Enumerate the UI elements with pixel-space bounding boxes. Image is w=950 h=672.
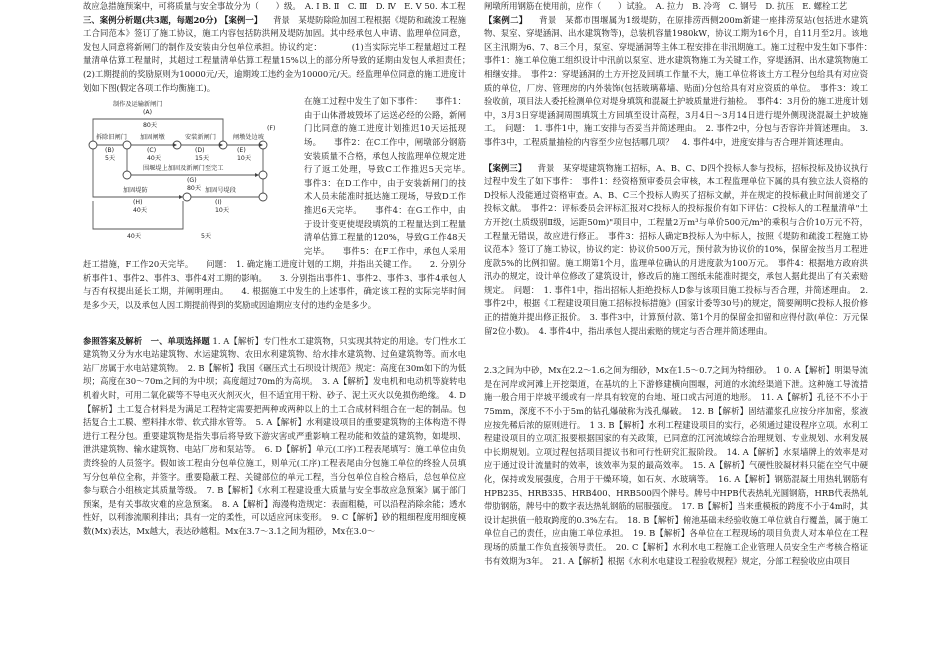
case-section-heading: 三、案例分析题(共3题，每题20分) <box>83 14 218 25</box>
activity-h-label: 加固堤防 <box>123 187 148 195</box>
activity-c-label: 加固闸墩 <box>140 134 165 142</box>
baseline-days-2: 5天 <box>201 233 212 241</box>
case-one-events: 在施工过程中发生了如下事件： 事件1：由于山体滑坡毁坏了运送必经的公路，新闸门比同意的施工进度计划推迟10天运抵现场。 事件2：在C工作中，闸墩部分钢筋安装质量不合格，承包人按监理单位规定进行了返工处理，导致C工作推迟5天完毕。 事件3：在D工作中，由于安装新闸门的技术人员未能准时抵达施工现场，导致D工作推迟6天完毕。 事件4：在G工作中，由于设计变更使堤段填筑的工程量达到工程量清单估算工程量的120%，导致G工作48天完毕。 事件5：在F工作中，承包人采用赶工措施，F工作20天完毕。 问题： 1. 确定施工进度计划的工期，并指出关键工作。 2. 分别分析事件1、事件2、事件3、事件4对工期的影响。 3. 分别指出事件1、事件2、事件3、事件4承包人与否有权提出延长工期，并阐明理由。 4. 根据施工中发生的上述事件，确定该工程的实际完毕时间是多少天，以及承包人因工期提前得到的奖励或因逾期应支付的违约金是多少。 <box>83 96 483 311</box>
activity-e-code: (E) <box>237 147 246 155</box>
case-two-paragraph <box>484 14 877 150</box>
activity-c-days: 40天 <box>147 155 162 163</box>
answer-heading: 参照答案及解析 一、单项选择题 <box>83 335 210 346</box>
activity-i-days: 10天 <box>215 207 230 215</box>
activity-b-label: 拆除旧闸门 <box>96 134 127 142</box>
activity-d-label: 安装新闸门 <box>185 134 216 142</box>
answer-body-right: 2.3之间为中砂，Mx在2.2～1.6之间为细砂，Mx在1.5～0.7之间为特细砂。 1 0. A【解析】明渠导流是在河岸或河滩上开挖渠道，在基坑的上下游修建横向围堰，河道的水流经渠道下泄。这种施工导流措施一般合用于岸坡平缓或有一岸具有较宽的台地、垭口或古河道的地形。 11. A【解析】孔径不不小于75mm，深度不不小于5m的钻孔爆破称为浅孔爆破。 12. B【解析】固结灌浆孔应按分序加密，浆液应按先稀后浓的原则进行。 1 3. B【解析】水利工程建设项目的实行，必须通过建设程序立项。水利工程建设项目的立项汇报要根据国家的有关政策，已同意的江河流域综合治理规划、专业规划、水利发展中长期规划。立项过程包括项目提议书和可行性研究汇报阶段。 14. A【解析】水泵墙牌上的效率是对应于通过设计流量时的效率，该效率为泵的最高效率。 15. A【解析】气硬性胶凝材料只能在空气中硬化，保持或发展强度，合用于干燥环境，如石灰、水玻璃等。 16. A【解析】钢筋混凝土用热轧钢筋有HPB235、HRB335、HRB400、HRB500四个牌号。牌号中HPB代表热轧光圆钢筋，HRB代表热轧带肋钢筋，牌号中的数字表达热轧钢筋的屈服强度。 17. B【解析】当来重模板的跨度不小于4m时，其设计起拱值一般取跨度的0.3%左右。 18. B【解析】俯池基础未经验收施工单位就自行覆盖，属于施工单位自己的责任，应由施工单位承担。 19. B【解析】各单位在工程现场的项目负责人对本单位在工程现场的质量工作负直接领导责任。 20. C【解析】水利水电工程施工企业管理人员安全生产考核合格证书有效期为3年。 21. A【解析】根据《水利水电建设工程验收规程》规定，分部工程验收应由项目 <box>484 365 868 566</box>
case-three-body: 背景 某穿堤建筑物施工招标，A、B、C、D四个投标人参与投标，招标投标及协议执行过程中发生了如下事件： 事件1：经资格预审委员会审核，本工程监理单位下属的具有独立法人资格的D投标人没能通过资格审查。A、B、C三个投标人购买了招标文献，并在规定的投标截止时间前递交了投标文献。 事件2：评标委员会评标汇报对C投标人的投标报价有如下评估：C投标人的工程量清单"土方开挖(土质级别Ⅱ级，运距50m)"项目中，工程量2万m³与单价500元/m³的乘积与合价10万元不符，工程量无错误，故应进行修正。 事件3：招标人确定B投标人为中标人，按照《堤防和疏浚工程施工协议范本》签订了施工协议，协议约定：协议价500万元，预付款为协议价的10%，保留金按当月工程进度款5%的比例扣留。施工期第1个月，监理单位确认的月进度款为100万元。 事件4：根据地方政府洪汛办的规定，设计单位修改了建筑设计，修改后的施工图纸未能准时提交，承包人据此提出了有关索赔规定。 问题： 1. 事件1中，指出招标人拒绝投标人D参与该项目施工投标与否合理，并简述理由。 2. 事件2中，根据《工程建设项目施工招标投标措施》(国家计委等30号)的规定，简要阐明C投标人报价修正的措施并提出修正报价。 3. 事件3中，计算预付款、第1个月的保留金扣留和应得付款(单位：万元保留2位小数)。 4. 事件4中，指出承包人提出索赔的规定与否合理并简述理由。 <box>484 162 869 336</box>
activity-e-days: 10天 <box>237 155 252 163</box>
case-one-paragraph <box>83 14 483 96</box>
case-one-label: 【案例一】 <box>220 14 263 25</box>
activity-e-label: 闸墩处边坡 <box>233 134 264 142</box>
left-question-fragment: 故应急措施预案中，可将质量与安全事故分为（ ）级。 A. I B. Ⅱ C. Ⅲ D. Ⅳ E. V 50. 本工程 <box>83 1 466 11</box>
schedule-network-diagram <box>83 97 298 245</box>
activity-i-label: 加固号堤段 <box>205 187 236 195</box>
case-two-body: 背景 某都市围堰属为1级堤防，在原排涝西侧200m新建一座排涝泵站(包括进水建筑物、泵室、穿堤涵洞、出水建筑物等)，总装机容量1980kW，协议工期为16个月，自11月至2月。该地区主汛期为6、7、8三个月，泵室、穿堤涵洞等主体工程安排在非汛期施工。施工过程中发生如下事件： 事件1：施工单位施工组织设计中汛前以泵室、进水建筑物施工为关键工作，穿堤涵洞、出水建筑物施工相继安排。 事件2：穿堤涵洞的土方开挖及回填工作量不大，施工单位将该土方工程分包给具有对应资质的单位，厂房、管理房的内外装饰(包括玻璃幕墙、贴面)分包给具有对应资质的单位。 事件3：竣工验收前，项目法人委托检测单位对堤身填筑和混凝土护坡质量进行抽检。 事件4：3月份的施工进度计划中，3月3日穿堤涵洞周围填筑土方回填至设计高程，3月4日～3月14日进行堤外侧现浇混凝土护坡施工。 问题： 1. 事件1中，施工安排与否妥当并简述理由。 2. 事件2中，分包与否容许并简述理由。 3. 事件3中，工程质量抽检的内容至少应包括哪几项？ 4. 事件4中，进度安排与否合理并简述理由。 <box>484 14 877 147</box>
activity-a-days: 80天 <box>143 122 158 130</box>
activity-a-code: (A) <box>143 109 153 117</box>
activity-g-days: 80天 <box>187 185 202 193</box>
activity-h-code: (H) <box>133 199 143 207</box>
activity-c-code: (C) <box>147 147 157 155</box>
left-column <box>83 0 483 539</box>
activity-d-days: 15天 <box>195 155 210 163</box>
activity-h-days: 40天 <box>133 207 148 215</box>
right-question-fragment: 闸墩所用钢筋在使用前，应作（ ）试验。 A. 拉力 B. 冷弯 C. 钢号 D. 抗压 E. 螺栓工艺 <box>484 1 848 11</box>
activity-i-code: (I) <box>215 199 222 207</box>
right-column <box>484 0 877 568</box>
activity-b-code: (B) <box>105 147 115 155</box>
activity-g-code: (G) <box>187 177 197 185</box>
activity-b-days: 5天 <box>105 155 116 163</box>
case-three-paragraph <box>484 162 868 339</box>
answer-section <box>83 335 466 539</box>
activity-d-code: (D) <box>195 147 205 155</box>
case-one-background: 背景 某堤防除险加固工程根据《堤防和疏浚工程施工合同范本》签订了施工协议，施工内容包括防洪闸及堤防加固。其中经承包人申请、监理单位同意，发包人同意将新闸门的制作及安装由分包单位承担。协议约定： (1)当实际完毕工程量超过工程量清单估算工程量时，其超过工程量清单估算工程量15%以上的部分所导致的延期由发包人承担责任； (2)工期提前的奖励原则为10000元/天，逾期竣工违约金为10000元/天。经监理单位同意的施工进度计划如下图(假定各项工作均衡施工)。 <box>83 14 483 93</box>
activity-a-label: 制作及运输新闸门 <box>113 101 163 109</box>
answer-body-left: 1. A【解析】专门性水工建筑物，只实现其特定的用途。专门性水工建筑物又分为水电站建筑物、水运建筑物、农田水利建筑物、给水排水建筑物、过鱼建筑物等。而水电站厂房属于水电站建筑物。 2. B【解析】我国《碾压式土石坝设计规范》规定：高度在30m如下的为低坝；高度在30～70m之间的为中坝；高度超过70m的为高坝。 3. A【解析】发电机和电动机等旋转电机着火时，可用二氧化碳等不导电灭火剂灭火，但不适宜用干粉、砂子、泥土灭火以免损伤绝缘。 4. D【解析】土工复合材料是为满足工程特定需要把两种或两种以上的土工合成材料组合在一起的制品。包括复合土工膜、塑料排水带、软式排水管等。 5. A【解析】水利建设项目的重要建筑物的主体构造不得进行工程分包。重要建筑物是指失事后将导致下游灾害或严重影响工程功能和效益的建筑物，如堤坝、泄洪建筑物、输水建筑物、电站厂房和泵站等。 6. D【解析】单元(工序)工程表尾填写：施工单位由负责终验的人员签字。假如该工程由分包单位施工，则单元(工序)工程表尾由分包施工单位的终验人员填写分包单位全称，并签字。重要隐蔽工程、关键部位的单元工程，当分包单位自检合格后，总包单位应参与联合小组核定其质量等级。 7. B【解析】《水利工程建设重大质量与安全事故应急预案》属于部门预案，是有关事故灾难的应急预案。 8. A【解析】海漫构造规定：表面粗糙，可以沿程消除余能；透水性好，以利渗流顺利排出；具有一定的柔性，可以适应河床变形。 9. C【解析】砂的粗细程度用细度模数(Mx)表达，Mx越大，表达砂越粗。Mx在3.7～3.1之间为粗砂，Mx在3.0～ <box>83 335 467 536</box>
case-two-label: 【案例二】 <box>484 14 528 25</box>
baseline-days-1: 40天 <box>127 233 142 241</box>
case-three-label: 【案例三】 <box>484 162 527 173</box>
activity-g-label: 围堰堤上加固及新闸门至完工 <box>143 165 224 173</box>
activity-f-code: (F) <box>267 125 276 133</box>
